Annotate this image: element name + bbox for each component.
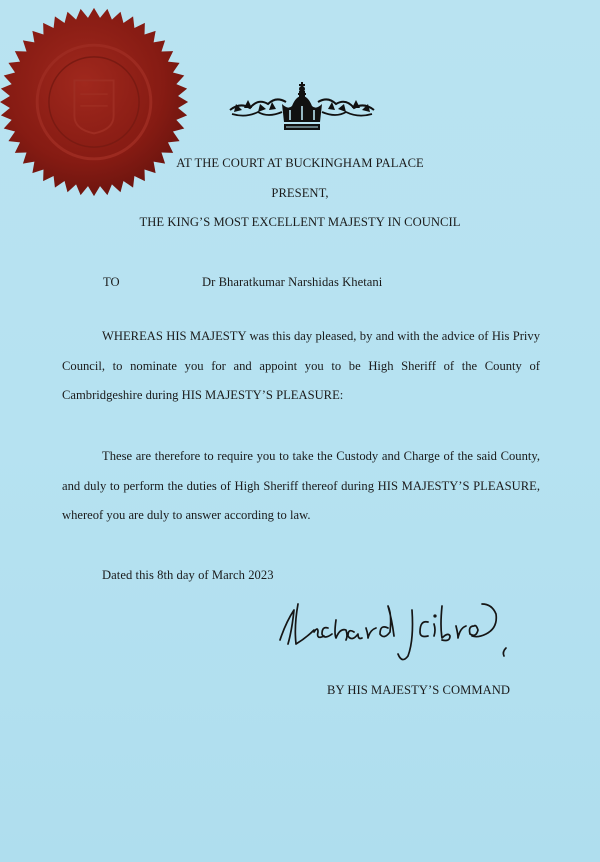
command-line: BY HIS MAJESTY’S COMMAND	[327, 683, 511, 697]
to-label: TO	[103, 275, 120, 289]
heading-court: AT THE COURT AT BUCKINGHAM PALACE	[176, 156, 424, 170]
paragraph-charge	[62, 442, 540, 531]
handwritten-signature	[270, 598, 520, 668]
paragraph-appointment-text: WHEREAS HIS MAJESTY was this day pleased, by and with the advice of His Privy Council, to nominate you for and appoint you to be High Sheriff of the County of Cambridgeshire during HIS MAJESTY’S PLEASURE:	[62, 329, 540, 402]
heading-council: THE KING’S MOST EXCELLENT MAJESTY IN COUNCIL	[139, 215, 461, 229]
heading-present: PRESENT,	[271, 186, 329, 200]
royal-crown-icon	[228, 80, 376, 132]
paragraph-charge-text: These are therefore to require you to take the Custody and Charge of the said County, and duly to perform the duties of High Sheriff thereof during HIS MAJESTY’S PLEASURE, whereof you are duly to answer according to law.	[62, 449, 540, 522]
addressee-name: Dr Bharatkumar Narshidas Khetani	[202, 275, 383, 289]
dated-line: Dated this 8th day of March 2023	[102, 568, 274, 582]
paragraph-appointment	[62, 322, 540, 411]
